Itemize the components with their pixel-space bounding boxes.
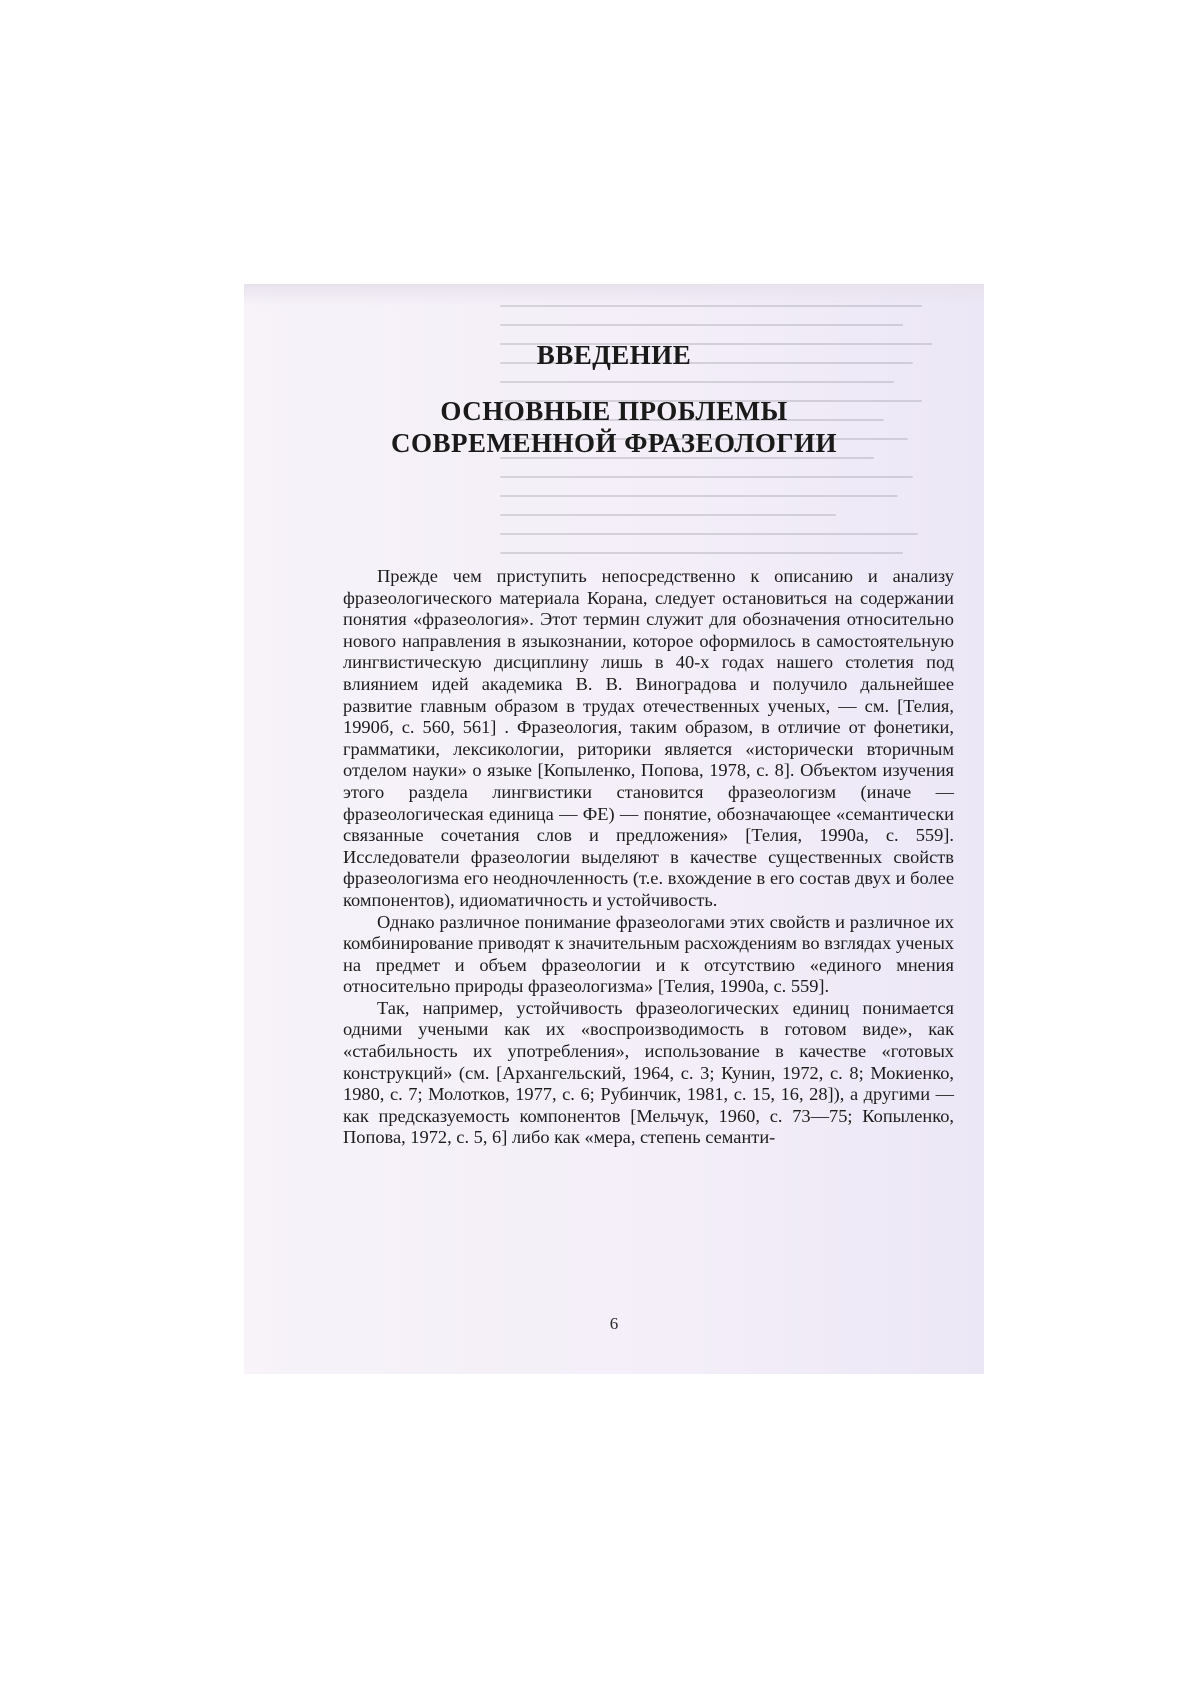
paragraph: Прежде чем приступить непосредственно к описанию и анализу фразеологического материала Корана, следует остановиться на содержании понятия «фразеология». Этот термин служит для обозначения относительно нового направления в языкознании, которое оформилось в самостоятельную лингвистическую дисциплину лишь в 40-х годах нашего столетия под влиянием идей академика В. В. Виноградова и получило дальнейшее развитие главным образом в трудах отечественных ученых, — см. [Телия, 1990б, с. 560, 561] . Фразеология, таким образом, в отличие от фонетики, грамматики, лексикологии, риторики является «исторически вторичным отделом науки» о языке [Копыленко, Попова, 1978, с. 8]. Объектом изучения этого раздела лингвистики становится фразеологизм (иначе — фразеологическая единица — ФЕ) — понятие, обозначающее «семантически связанные сочетания слов и предложения» [Телия, 1990а, с. 559]. Исследователи фразеологии выделяют в качестве существенных свойств фразеологизма его неодночленность (т.е. вхождение в его состав двух и более компонентов), идиоматичность и устойчивость.	[343, 566, 954, 910]
chapter-title	[244, 395, 984, 459]
paragraph: Однако различное понимание фразеологами этих свойств и различное их комбинирование приводят к значительным расхождениям во взглядах ученых на предмет и объем фразеологии и к отсутствию «единого мнения относительно природы фразеологизма» [Телия, 1990а, с. 559].	[343, 911, 954, 997]
chapter-title-line-1: ОСНОВНЫЕ ПРОБЛЕМЫ	[440, 396, 788, 426]
chapter-title-line-2: СОВРЕМЕННОЙ ФРАЗЕОЛОГИИ	[390, 428, 838, 458]
paragraph: Так, например, устойчивость фразеологических единиц понимается одними учеными как их «воспроизводимость в готовом виде», как «стабильность их употребления», использование в качестве «готовых конструкций» (см. [Архангельский, 1964, с. 3; Кунин, 1972, с. 8; Мокиенко, 1980, с. 7; Молотков, 1977, с. 6; Рубинчик, 1981, с. 15, 16, 28]), а другими — как предсказуемость компонентов [Мельчук, 1960, с. 73—75; Копыленко, Попова, 1972, с. 5, 6] либо как «мера, степень семанти-	[343, 997, 954, 1148]
page-number: 6	[609, 1314, 619, 1333]
section-heading-intro: ВВЕДЕНИЕ	[536, 340, 692, 370]
body-text	[343, 566, 954, 1149]
